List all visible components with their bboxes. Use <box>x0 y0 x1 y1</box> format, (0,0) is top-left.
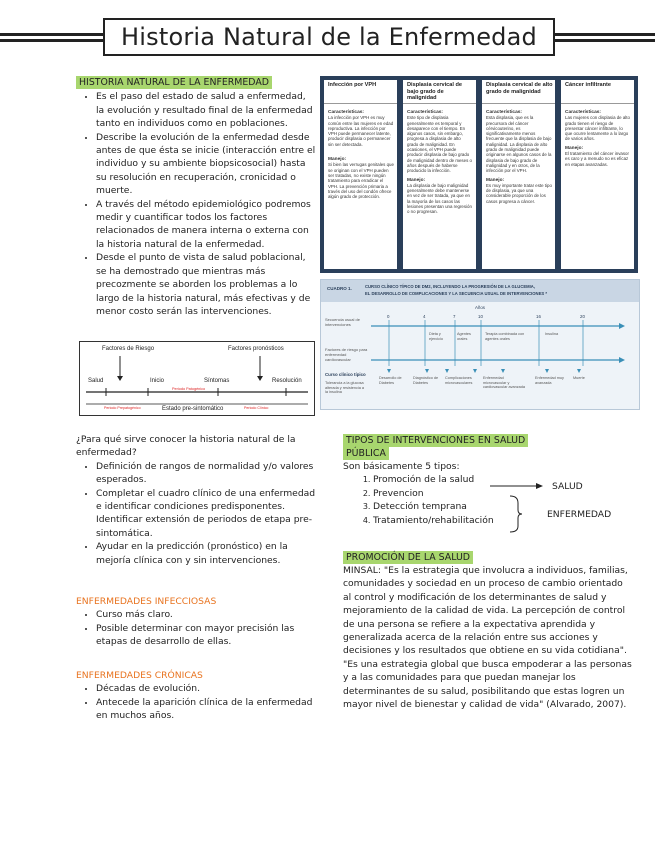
estado-presintomatico-label: Estado pre-sintomático <box>162 406 224 412</box>
list-item: 4. Tratamiento/rehabilitación <box>373 514 633 527</box>
tipos-heading-line1: TIPOS DE INTERVENCIONES EN SALUD <box>343 434 528 447</box>
title-rule-left-lower <box>0 39 104 42</box>
cronicas-list <box>76 682 316 722</box>
course-stage: Tolerancia a la glucosa alterada y resistencia a la insulina <box>325 381 365 395</box>
historia-section <box>76 76 316 318</box>
page-title: Historia Natural de la Enfermedad <box>103 18 555 56</box>
salud-tag: SALUD <box>552 481 583 492</box>
year-tick: 4 <box>423 314 426 319</box>
caracteristicas-text: Este tipo de displasia generalmente es temporal y desaparece con el tiempo. En algunos casos, sin embargo, progresa a displasia de alto grado de malignidad. En ocasiones, el VPH puede producir displasia de bajo grado de malignidad dentro de meses o años después de haberse producido la infección. <box>407 115 472 174</box>
promocion-paragraph: MINSAL: "Es la estrategia que involucra a individuos, familias, comunidades y sociedad en un proceso de cambio orientado al control y modificación de los determinantes de salud y mejoramiento de la calidad de vida. La percepción de control de una persona se refiere a la expectativa aprendida y generalizada acerca de la relación entre sus acciones y decisiones y los resultados que obtiene en su vida cotidiana". <box>343 565 628 657</box>
course-stage: Enfermedad microvascular y cardiovascular avanzada <box>483 376 526 390</box>
cuadro-badge: CUADRO 1. <box>327 286 352 291</box>
intervention: Terapia combinada con agentes orales <box>485 332 525 341</box>
list-item: 1. Promoción de la salud <box>373 473 633 486</box>
title-rule-left <box>0 33 104 36</box>
vph-column <box>324 80 397 269</box>
infecciosas-heading: ENFERMEDADES INFECCIOSAS <box>76 596 217 607</box>
list-item: 3. Detección temprana <box>373 500 633 513</box>
row-label: Secuencia usual de intervenciones <box>325 317 360 327</box>
factores-riesgo-label: Factores de Riesgo <box>102 346 155 352</box>
list-item: • Es el paso del estado de salud a enfermedad, la evolución y resultado final de la enfermedad tanto en individuos como en poblaciones. <box>96 90 316 130</box>
salud-label: Salud <box>88 378 104 384</box>
column-header: Displasia cervical de bajo grado de malignidad <box>403 80 476 104</box>
intervention: Dieta y ejercicio <box>429 332 443 341</box>
caracteristicas-label: Características: <box>565 110 601 115</box>
course-stage: Muerte <box>573 376 585 380</box>
periodo-prepatogenico-label: Periodo Prepatogénico <box>104 406 141 410</box>
title-rule-right-lower <box>552 39 655 42</box>
para-que-section <box>76 433 316 567</box>
manejo-text: Es muy importante tratar este tipo de displasia, ya que una considerable proporción de los casos progresa a cáncer. <box>486 182 552 204</box>
para-que-question: ¿Para qué sirve conocer la historia natural de la enfermedad? <box>76 434 296 459</box>
cuadro-title-line2: EL DESARROLLO DE COMPLICACIONES Y LA SECUENCIA USUAL DE INTERVENCIONES * <box>365 291 547 296</box>
natural-history-diagram <box>79 341 315 416</box>
title-rule-right <box>552 33 655 36</box>
years-label: Años <box>475 305 486 310</box>
tipos-intro: Son básicamente 5 tipos: <box>343 461 460 472</box>
historia-heading: HISTORIA NATURAL DE LA ENFERMEDAD <box>76 76 272 89</box>
manejo-text: La displasia de bajo malignidad generalmente debe mantenerse en vez de ser tratada, ya que en la mayoría de los casos las lesiones presentan una regresión o no progresan. <box>407 182 472 215</box>
caracteristicas-text: La infección por VPH es muy común entre las mujeres en edad reproductiva. La infección por VPH puede permanecer latente, producir displasia o permanecer sin ser detectada. <box>328 115 394 147</box>
intervention: Insulina <box>545 332 559 336</box>
factores-pronosticos-label: Factores pronósticos <box>228 346 284 352</box>
vph-column <box>561 80 634 269</box>
vph-column <box>403 80 476 269</box>
enfermedad-tag: ENFERMEDAD <box>547 509 612 520</box>
column-header: Cáncer infiltrante <box>561 80 634 104</box>
caracteristicas-text: Esta displasia, que es la precursora del cáncer cérvicouterino, es significativamente menos frecuente que la displasia de bajo malignidad. La displasia de alto grado de malignidad puede originarse en algunos casos de la displasia de bajo grado de malignidad y en otros, de la infección por el VPH. <box>486 115 552 174</box>
dm2-slide <box>320 279 640 410</box>
column-header: Displasia cervical de alto grado de malignidad <box>482 80 555 104</box>
column-header: Infección por VPH <box>324 80 397 104</box>
list-item: • Describe la evolución de la enfermedad desde antes de que ésta se inicie (interacción entre el individuo y su ambiente biopsicosocial) hasta su resolución en recuperación, cronicidad o muerte. <box>96 131 316 198</box>
list-item: • Décadas de evolución. <box>96 682 316 695</box>
course-label: Curso clínico típico <box>325 372 366 377</box>
course-stage: Complicaciones microvasculares <box>445 376 473 385</box>
vph-column <box>482 80 555 269</box>
year-tick: 7 <box>453 314 456 319</box>
cuadro-title-line1: CURSO CLÍNICO TÍPICO DE DM2, INCLUYENDO LA PROGRESIÓN DE LA GLUCEMIA, <box>365 284 535 289</box>
year-tick: 20 <box>580 314 585 319</box>
caracteristicas-label: Características: <box>486 110 522 115</box>
year-tick: 16 <box>536 314 541 319</box>
vph-slide <box>320 76 638 273</box>
list-item: • Ayudar en la predicción (pronóstico) en la mejoría clínica con y sin intervenciones. <box>96 540 316 567</box>
list-item: 2. Prevencion <box>373 487 633 500</box>
resolucion-label: Resolución <box>272 378 302 384</box>
tipos-heading-line2: PÚBLICA <box>343 447 389 460</box>
course-stage: Diagnóstico de Diabetes <box>413 376 439 385</box>
cronicas-section <box>76 669 316 723</box>
course-stage: Desarrollo de Diabetes <box>379 376 402 385</box>
manejo-text: El tratamiento del cáncer invasor es caro y a menudo no es eficaz en etapas avanzadas. <box>565 151 629 167</box>
para-que-list <box>76 460 316 567</box>
cronicas-heading: ENFERMEDADES CRÓNICAS <box>76 670 203 681</box>
list-item: • Curso más claro. <box>96 608 316 621</box>
year-tick: 10 <box>478 314 483 319</box>
list-item: • A través del método epidemiológico podremos medir y cuantificar todos los factores relacionados de manera interna o externa con la historia natural de la enfermedad. <box>96 198 316 252</box>
caracteristicas-label: Características: <box>407 110 443 115</box>
list-item: • Posible determinar con mayor precisión las etapas de desarrollo de ellas. <box>96 622 316 649</box>
promocion-section <box>343 551 633 711</box>
dm2-timeline <box>321 280 639 409</box>
infecciosas-section <box>76 595 316 649</box>
sintomas-label: Síntomas <box>204 378 230 384</box>
caracteristicas-text: Las mujeres con displasia de alto grado tienen el riesgo de presentar cáncer infiltrante, lo que ocurre lentamente a lo largo de varios años. <box>565 115 630 142</box>
manejo-label: Manejo: <box>328 157 347 163</box>
row-label: Factores de riesgo para enfermedad cardiovascular <box>325 347 368 362</box>
intervention: Agentes orales <box>457 332 471 341</box>
course-stage: Enfermedad muy avanzada <box>535 376 564 385</box>
historia-list <box>76 90 316 318</box>
periodo-patogenico-label: Periodo Patogénico <box>172 387 206 391</box>
list-item: • Desde el punto de vista de salud poblacional, se ha demostrado que mientras más precozmente se aborden los problemas a lo largo de la historia natural, más efectivas y de menor costo serán las intervenciones. <box>96 251 316 318</box>
caracteristicas-label: Características: <box>328 110 364 115</box>
manejo-text: Si bien las verrugas genitales que se originan con el VPH pueden ser tratadas, no existe ningún tratamiento para erradicar el VPH. La prevención primaria a través del uso del condón ofrece algún grado de protección. <box>328 162 394 200</box>
infecciosas-list <box>76 608 316 648</box>
list-item: • Definición de rangos de normalidad y/o valores esperados. <box>96 460 316 487</box>
periodo-clinico-label: Periodo Clínico <box>244 406 269 410</box>
inicio-label: Inicio <box>150 378 165 384</box>
manejo-label: Manejo: <box>486 177 505 183</box>
year-tick: 0 <box>387 314 390 319</box>
list-item: • Antecede la aparición clínica de la enfermedad en muchos años. <box>96 696 316 723</box>
promocion-heading: PROMOCIÓN DE LA SALUD <box>343 551 473 564</box>
manejo-label: Manejo: <box>565 145 584 151</box>
promocion-quote: "Es una estrategia global que busca empoderar a las personas y a las comunidades para que puedan manejar los determinantes de su salud, posibilitando que estas logren un mayor nivel de bienestar y calidad de vida" (Alvarado, 2007). <box>343 658 632 711</box>
list-item: • Completar el cuadro clínico de una enfermedad e identificar condiciones predisponentes. Identificar extensión de periodos de etapa pre-sintomática. <box>96 487 316 541</box>
manejo-label: Manejo: <box>407 177 426 183</box>
